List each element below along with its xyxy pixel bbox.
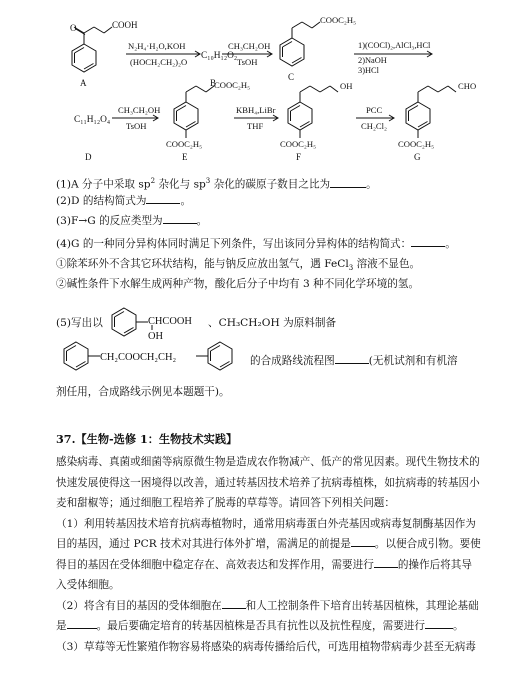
arrow6-reagent-bottom: CH₂Cl₂ — [361, 121, 388, 131]
mandelic-acid-structure — [112, 308, 152, 336]
answer-blank-1[interactable] — [330, 177, 366, 188]
e-ester-bottom: COOC₂H₅ — [166, 139, 203, 149]
arrow6-reagent-top: PCC — [366, 105, 383, 115]
label-g: G — [414, 152, 421, 162]
label-f: F — [296, 152, 302, 162]
g-ester-bottom: COOC₂H₅ — [398, 139, 435, 149]
question-5-note: 剂任用，合成路线示例见本题题干)。 — [56, 386, 230, 398]
answer-blank-3[interactable] — [163, 213, 197, 224]
bio-q1-line-2: 目的基因，通过 PCR 技术对其进行体外扩增，需满足的前提是 。以便合成引物。要使 — [56, 538, 481, 550]
section-37-title: 37.【生物-选修 1：生物技术实践】 — [56, 432, 238, 446]
compound-c-structure — [280, 22, 320, 66]
bio-q2-line-2: 是 。最后要确定培育的转基因植株是否具有抗性以及抗性程度，需要进行 。 — [56, 620, 464, 632]
arrow2-reagent-bottom: TsOH — [237, 57, 258, 67]
bio-q2-line-1: （2）将含有目的基因的受体细胞在 和人工控制条件下培育出转基因植株，其理论基础 — [56, 599, 479, 612]
b-formula: C₁₀H₁₂O₂ — [201, 51, 238, 61]
bio-answer-blank-5[interactable] — [425, 618, 453, 629]
question-1: (1)A 分子中采取 $sp^2$ 杂化与 $sp^3$ 杂化的碳原子数目之比为 。 — [56, 177, 377, 191]
f-ester-bottom: COOC₂H₅ — [280, 139, 317, 149]
bio-answer-blank-3[interactable] — [222, 598, 246, 609]
question-2: (2)D 的结构简式为 。 — [56, 195, 192, 207]
bio-answer-blank-1[interactable] — [351, 536, 375, 547]
arrow2-reagent-top: CH₃CH₂OH — [228, 41, 271, 51]
answer-blank-5[interactable] — [335, 353, 369, 364]
c-ester: COOC₂H₅ — [320, 15, 357, 25]
target-chain: CH₂COOCH₂CH₂ — [100, 352, 177, 363]
compound-e-structure — [174, 86, 214, 138]
question-5-intro-start: (5)写出以 — [56, 317, 103, 329]
d-formula: C₁₁H₁₂O₄ — [74, 115, 111, 125]
bio-q1-line-1: （1）利用转基因技术培育抗病毒植物时，通常用病毒蛋白外壳基因或病毒复制酶基因作为 — [56, 517, 476, 530]
arrow1-reagent-top: N₂H₄·H₂O,KOH — [128, 41, 186, 51]
label-b: B — [210, 78, 217, 88]
answer-blank-2[interactable] — [146, 193, 180, 204]
e-ester-top: COOC₂H₅ — [214, 80, 251, 90]
question-5-intro-end: 、CH₃CH₂OH 为原料制备 — [208, 317, 337, 329]
bio-q1-line-4: 入受体细胞。 — [56, 579, 120, 591]
label-c: C — [288, 72, 295, 82]
mandelic-cooh: CHCOOH — [148, 316, 192, 327]
label-d: D — [85, 152, 92, 162]
question-4: (4)G 的一种同分异构体同时满足下列条件，写出该同分异构体的结构简式： 。 — [56, 238, 456, 250]
f-hydroxyl: OH — [340, 81, 353, 91]
question-4-condition-2: ②碱性条件下水解生成两种产物，酸化后分子中均有 3 种不同化学环境的氢。 — [56, 278, 420, 290]
bio-answer-blank-2[interactable] — [374, 557, 398, 568]
compound-g-structure — [406, 86, 456, 138]
arrow3-step-1: 1)(COCl)₂,AlCl₃,HCl — [358, 41, 431, 50]
bio-q1-line-3: 得目的基因在受体细胞中稳定存在、高效表达和发挥作用，需要进行 的操作后将其导 — [56, 558, 472, 571]
bio-answer-blank-4[interactable] — [67, 618, 97, 629]
arrow5-reagent-top: KBH₄,LiBr — [236, 105, 276, 115]
intro-line-2: 快速发展使得这一困境得以改善，通过转基因技术培养了抗病毒植株，如抗病毒的转基因小 — [56, 476, 480, 489]
compound-a-structure — [72, 27, 112, 72]
mandelic-oh: OH — [148, 331, 164, 342]
bio-q3-line-1: （3）草莓等无性繁殖作物容易将感染的病毒传播给后代，可选用植物带病毒少甚至无病毒 — [56, 640, 476, 653]
intro-line-1: 感染病毒、真菌或细菌等病原微生物是造成农作物减产、低产的常见因素。现代生物技术的 — [56, 456, 480, 468]
arrow3-step-2: 2)NaOH — [358, 56, 387, 65]
question-4-condition-1: ①除苯环外不含其它环状结构，能与钠反应放出氢气，遇 FeCl$_3$ 溶液不显色。 — [56, 258, 421, 273]
a-oxygen: O — [70, 23, 77, 33]
arrow4-reagent-bottom: TsOH — [126, 121, 147, 131]
a-cooh: COOH — [112, 20, 138, 30]
arrow5-reagent-bottom: THF — [247, 121, 264, 131]
label-e: E — [182, 152, 188, 162]
section-37-body — [56, 452, 481, 657]
g-aldehyde: CHO — [458, 81, 477, 91]
intro-line-3: 麦和甜椒等；通过细胞工程培养了脱毒的草莓等。请回答下列相关问题： — [56, 497, 395, 509]
arrow4-reagent-top: CH₃CH₂OH — [118, 105, 161, 115]
arrow3-step-3: 3)HCl — [358, 66, 379, 75]
label-a: A — [80, 78, 87, 88]
compound-f-structure — [288, 86, 338, 138]
arrow1-reagent-bottom: (HOCH₂CH₂)₂O — [130, 57, 188, 67]
question-3: (3)F→G 的反应类型为 。 — [56, 215, 208, 227]
answer-blank-4[interactable] — [411, 236, 445, 247]
question-5-route: 的合成路线流程图 (无机试剂和有机溶 — [250, 355, 458, 367]
